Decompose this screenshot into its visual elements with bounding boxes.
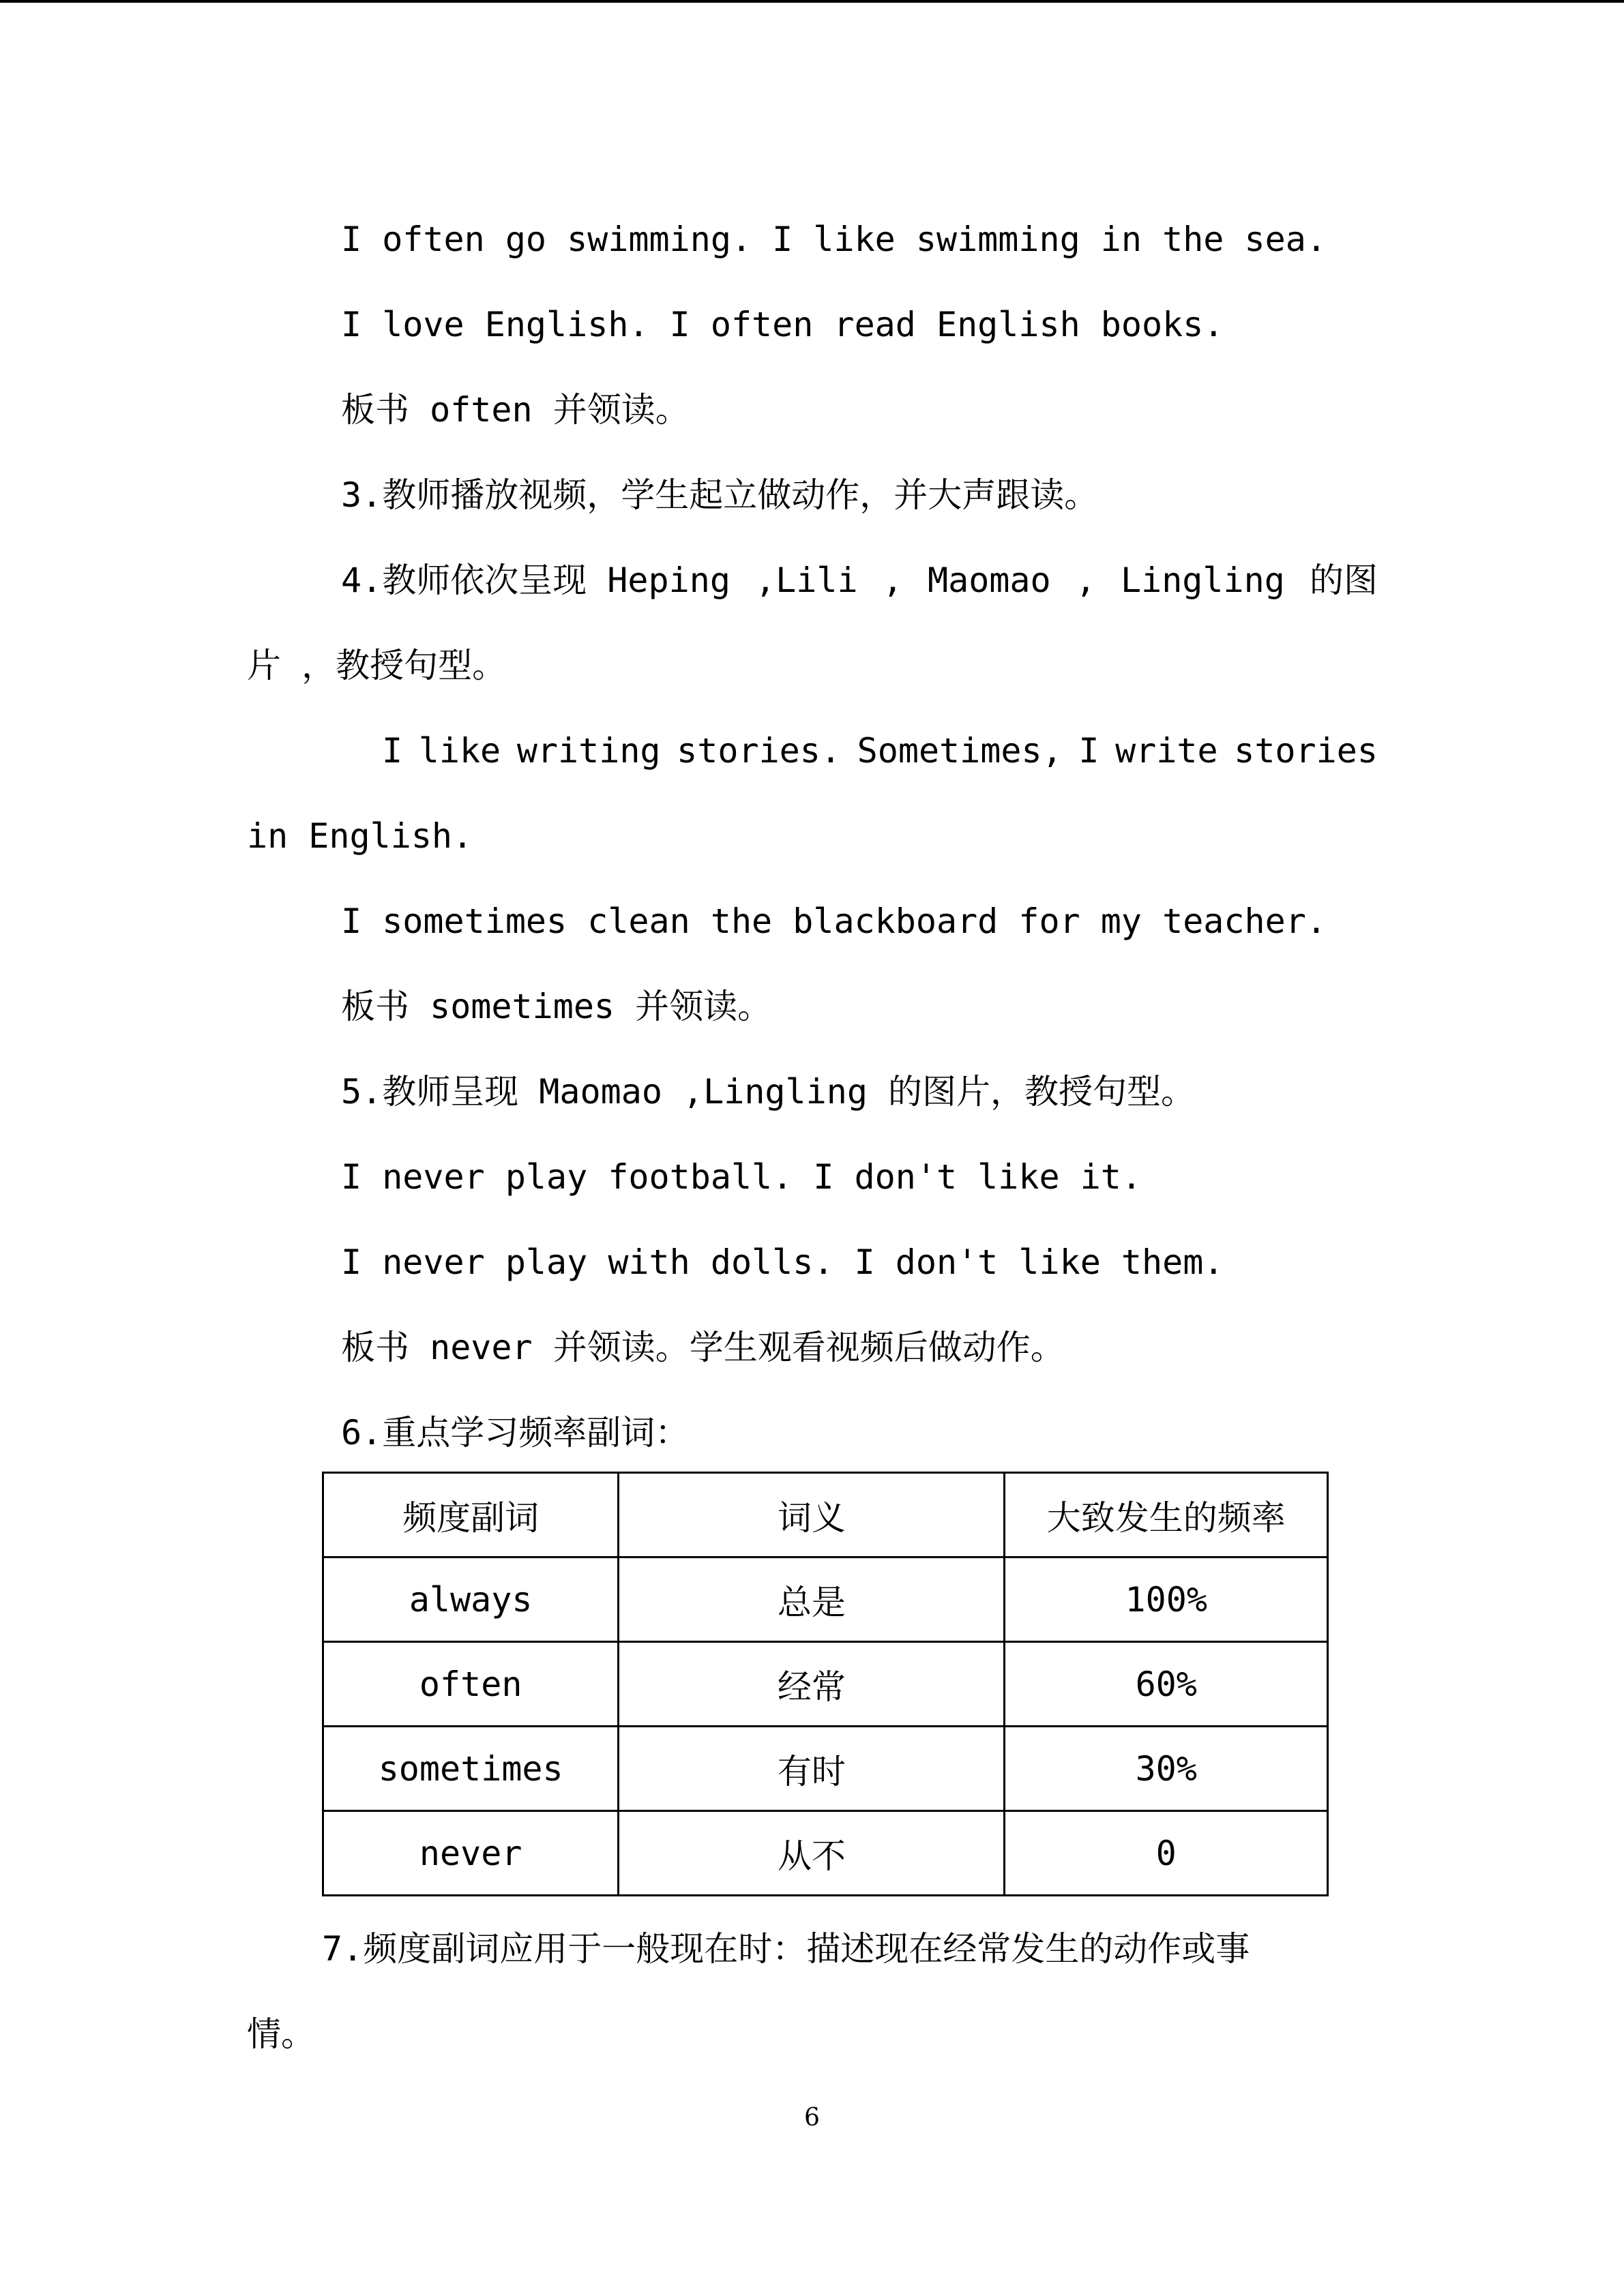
text-line: 3.教师播放视频，学生起立做动作，并大声跟读。 xyxy=(341,475,1099,515)
text-line: 情。 xyxy=(247,2014,315,2054)
table-cell: 0 xyxy=(1005,1811,1328,1896)
text-segment: Lingling xyxy=(1121,561,1285,600)
table-cell: always xyxy=(323,1557,619,1642)
text-segment: 4.教师依次呈现 Heping xyxy=(341,561,730,600)
text-line: I love English. I often read English books. xyxy=(341,305,1224,344)
table-header-cell: 词义 xyxy=(619,1473,1005,1557)
page-top-border xyxy=(0,0,1624,3)
text-segment: Maomao xyxy=(927,561,1051,600)
frequency-adverb-table xyxy=(322,1472,1329,1896)
text-segment: Sometimes, xyxy=(857,731,1063,771)
table-cell: sometimes xyxy=(323,1727,619,1811)
text-line: I never play with dolls. I don't like them. xyxy=(341,1242,1224,1282)
text-segment: writing xyxy=(516,731,661,771)
table-cell: 60% xyxy=(1005,1642,1328,1727)
text-line: I never play football. I don't like it. xyxy=(341,1157,1142,1197)
justified-text-line xyxy=(341,560,1378,601)
text-line: 片 ，教授句型。 xyxy=(247,646,507,685)
text-segment: I xyxy=(382,731,403,771)
text-segment: 的图 xyxy=(1309,561,1378,600)
text-line: I often go swimming. I like swimming in the sea. xyxy=(341,220,1327,259)
text-segment: ,Lili xyxy=(755,561,858,600)
text-line: 板书 never 并领读。学生观看视频后做动作。 xyxy=(341,1328,1065,1367)
table-cell: never xyxy=(323,1811,619,1896)
table-row xyxy=(323,1557,1328,1642)
text-segment: stories. xyxy=(677,731,841,771)
table-header-row xyxy=(323,1473,1328,1557)
table-cell: often xyxy=(323,1642,619,1727)
text-line: 板书 sometimes 并领读。 xyxy=(341,987,772,1026)
text-segment: like xyxy=(418,731,501,771)
table-row xyxy=(323,1727,1328,1811)
table-row xyxy=(323,1811,1328,1896)
table-cell: 经常 xyxy=(619,1642,1005,1727)
text-segment: , xyxy=(882,561,903,600)
text-line: 5.教师呈现 Maomao ,Lingling 的图片，教授句型。 xyxy=(341,1072,1196,1112)
text-segment: I xyxy=(1078,731,1099,771)
table-header-cell: 频度副词 xyxy=(323,1473,619,1557)
table-header-cell: 大致发生的频率 xyxy=(1005,1473,1328,1557)
text-line: I sometimes clean the blackboard for my teacher. xyxy=(341,901,1327,941)
justified-text-line xyxy=(382,730,1378,771)
text-line: in English. xyxy=(247,816,473,856)
text-segment: write xyxy=(1115,731,1218,771)
text-line: 板书 often 并领读。 xyxy=(341,390,690,430)
table-cell: 100% xyxy=(1005,1557,1328,1642)
table-cell: 总是 xyxy=(619,1557,1005,1642)
table-cell: 从不 xyxy=(619,1811,1005,1896)
page-number: 6 xyxy=(804,2104,820,2132)
text-line: 6.重点学习频率副词： xyxy=(341,1413,690,1452)
table-row xyxy=(323,1642,1328,1727)
table-cell: 有时 xyxy=(619,1727,1005,1811)
text-segment: stories xyxy=(1234,731,1378,771)
text-line: 7.频度副词应用于一般现在时：描述现在经常发生的动作或事 xyxy=(322,1929,1250,1969)
text-segment: , xyxy=(1075,561,1096,600)
table-cell: 30% xyxy=(1005,1727,1328,1811)
